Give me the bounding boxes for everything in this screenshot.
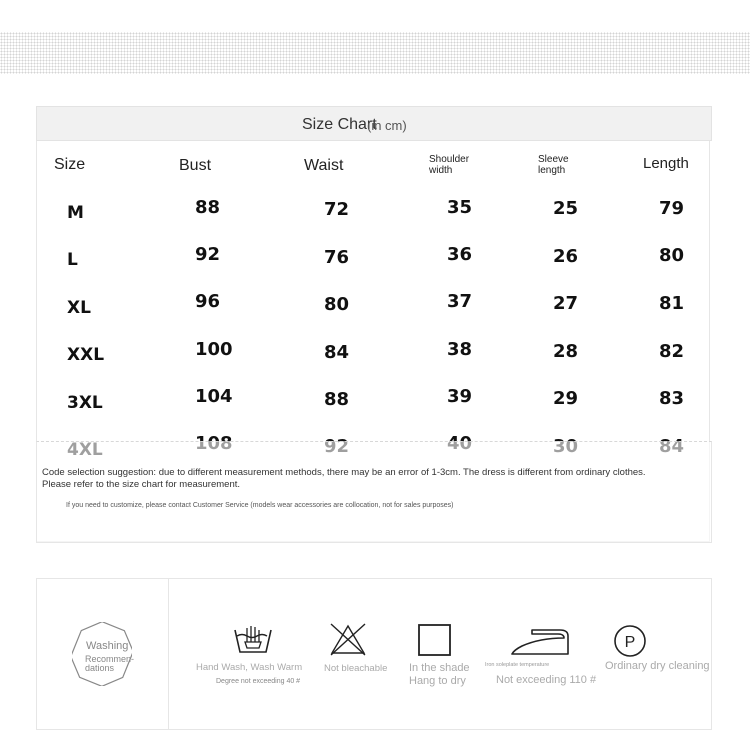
measurement-note: Code selection suggestion: due to different measurement methods, there may be an error of 1-3cm. The dress is different from ordinary clothes. Please refer to the size chart for measurement.: [42, 467, 646, 490]
washing-subtitle: Recommen- dations: [85, 654, 135, 673]
washing-title: Washing: [86, 640, 129, 652]
table-cell-sleeve: 29: [553, 388, 579, 409]
table-cell-bust: 100: [195, 339, 233, 360]
table-cell-sleeve: 25: [553, 198, 579, 219]
column-header-waist: Waist: [304, 157, 344, 174]
table-cell-size: XXL: [67, 345, 105, 365]
table-cell-length: 80: [659, 245, 685, 266]
washing-divider: [168, 578, 169, 730]
washing-panel: [36, 578, 712, 730]
column-header-length: Length: [643, 155, 689, 172]
table-cell-shoulder: 35: [447, 197, 473, 218]
table-cell-shoulder: 37: [447, 291, 473, 312]
iron-limit-label: Not exceeding 110 #: [496, 674, 597, 686]
table-cell-sleeve: 26: [553, 246, 579, 267]
iron-icon: [510, 626, 572, 658]
hand-wash-sub-label: Degree not exceeding 40 #: [216, 678, 301, 685]
table-cell-bust: 96: [195, 291, 221, 312]
table-cell-size: XL: [67, 298, 91, 318]
table-cell-waist: 80: [324, 294, 350, 315]
table-cell-length: 83: [659, 388, 685, 409]
not-bleachable-label: Not bleachable: [324, 663, 388, 674]
table-cell-bust: 104: [195, 386, 233, 407]
table-cell-shoulder: 36: [447, 244, 473, 265]
iron-temperature-label: Iron soleplate temperature: [485, 662, 550, 668]
table-cell-shoulder: 38: [447, 339, 473, 360]
dry-clean-icon: [612, 624, 648, 658]
table-cell-size: L: [67, 250, 78, 270]
dotted-banner: [0, 32, 750, 74]
table-cell-sleeve: 27: [553, 293, 579, 314]
table-cell-bust: 92: [195, 244, 221, 265]
size-chart-title: Size Chart: [302, 116, 377, 133]
hand-wash-label: Hand Wash, Wash Warm: [196, 662, 303, 673]
column-header-bust: Bust: [179, 157, 212, 174]
dry-clean-label: Ordinary dry cleaning: [605, 660, 710, 672]
table-cell-length: 79: [659, 198, 685, 219]
column-header-sleeve-length: Sleeve length: [538, 154, 569, 176]
table-cell-waist: 76: [324, 247, 350, 268]
size-chart-unit: (in cm): [367, 118, 407, 133]
dry-in-shade-label: In the shade: [409, 662, 470, 674]
customization-note: If you need to customize, please contact Customer Service (models wear accessories are collocation, not for sales purposes): [66, 502, 454, 509]
table-cell-waist: 88: [324, 389, 350, 410]
table-cell-shoulder: 39: [447, 386, 473, 407]
table-cell-length: 81: [659, 293, 685, 314]
column-header-shoulder-width: Shoulder width: [429, 154, 470, 176]
notes-panel: [36, 441, 712, 543]
hand-wash-icon: [233, 624, 273, 656]
svg-text:P: P: [624, 634, 636, 651]
table-cell-waist: 84: [324, 342, 350, 363]
table-cell-waist: 72: [324, 199, 350, 220]
table-cell-length: 82: [659, 341, 685, 362]
dry-in-shade-icon: [417, 623, 453, 657]
not-bleachable-icon: [329, 622, 367, 656]
table-cell-bust: 88: [195, 197, 221, 218]
table-cell-size: M: [67, 203, 84, 223]
table-cell-size: 3XL: [67, 393, 103, 413]
table-cell-sleeve: 28: [553, 341, 579, 362]
column-header-size: Size: [54, 156, 86, 173]
hang-to-dry-label: Hang to dry: [409, 675, 466, 687]
